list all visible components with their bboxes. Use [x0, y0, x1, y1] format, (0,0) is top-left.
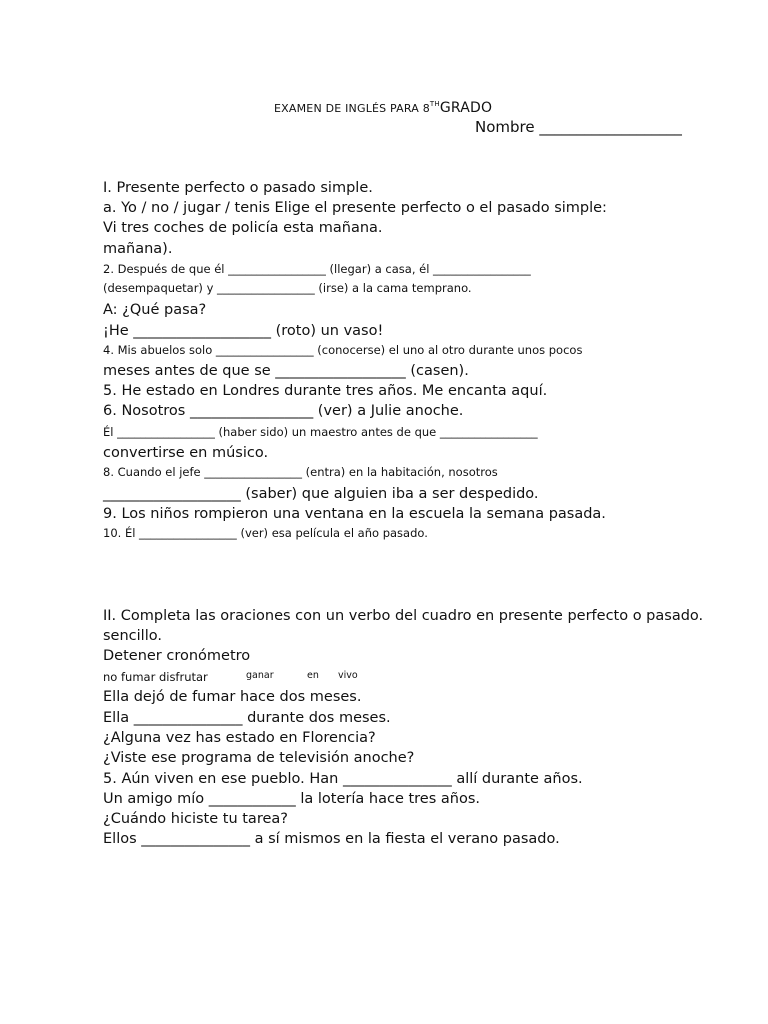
section-1-line: 10. Él _________________ (ver) esa película el año pasado. [103, 526, 428, 540]
title-main: EXAMEN DE INGLÉS PARA 8 [274, 102, 430, 115]
section-1-line: 2. Después de que él _________________ (llegar) a casa, él _________________ [103, 262, 531, 276]
section-1-line: ___________________ (saber) que alguien iba a ser despedido. [103, 486, 539, 502]
section-1-line: 9. Los niños rompieron una ventana en la escuela la semana pasada. [103, 506, 606, 522]
title-end: GRADO [439, 100, 493, 116]
section-2-line: no fumar disfrutar [103, 670, 208, 684]
name-field-label: Nombre ___________________ [475, 118, 682, 136]
section-1-line: Él _________________ (haber sido) un maestro antes de que _________________ [103, 425, 538, 439]
section-1-line: meses antes de que se __________________ (casen). [103, 363, 469, 379]
section-2-heading: II. Completa las oraciones con un verbo del cuadro en presente perfecto o pasado. [103, 608, 704, 624]
page-title [274, 100, 492, 116]
section-2-line: ¿Viste ese programa de televisión anoche? [103, 750, 415, 766]
section-1-line: Vi tres coches de policía esta mañana. [103, 220, 383, 236]
box-word: ganar [246, 670, 274, 681]
section-1-line: 4. Mis abuelos solo _________________ (conocerse) el uno al otro durante unos pocos [103, 343, 583, 357]
section-2-line: 5. Aún viven en ese pueblo. Han _______________ allí durante años. [103, 771, 583, 787]
section-1-line: 5. He estado en Londres durante tres años. Me encanta aquí. [103, 383, 548, 399]
section-2-line: Ellos _______________ a sí mismos en la fiesta el verano pasado. [103, 831, 560, 847]
section-2-line: Ella dejó de fumar hace dos meses. [103, 689, 362, 705]
section-1-line: a. Yo / no / jugar / tenis Elige el presente perfecto o el pasado simple: [103, 200, 607, 216]
section-1-line: mañana). [103, 241, 173, 257]
section-1-line: ¡He ___________________ (roto) un vaso! [103, 323, 384, 339]
section-2-line: sencillo. [103, 628, 162, 644]
section-1-line: convertirse en músico. [103, 445, 269, 461]
section-2-line: Un amigo mío ____________ la lotería hace tres años. [103, 791, 480, 807]
section-1-line: 8. Cuando el jefe _________________ (entra) en la habitación, nosotros [103, 465, 498, 479]
section-1-line: 6. Nosotros _________________ (ver) a Julie anoche. [103, 403, 464, 419]
section-1-heading: I. Presente perfecto o pasado simple. [103, 180, 373, 196]
box-word: en [307, 670, 319, 681]
title-superscript: TH [429, 100, 440, 108]
section-2-line: Detener cronómetro [103, 648, 251, 664]
section-1-line: (desempaquetar) y _________________ (irse) a la cama temprano. [103, 281, 472, 295]
box-word: vivo [338, 670, 358, 681]
section-2-line: ¿Cuándo hiciste tu tarea? [103, 811, 288, 827]
section-2-line: ¿Alguna vez has estado en Florencia? [103, 730, 376, 746]
section-1-line: A: ¿Qué pasa? [103, 302, 207, 318]
section-2-line: Ella _______________ durante dos meses. [103, 710, 391, 726]
